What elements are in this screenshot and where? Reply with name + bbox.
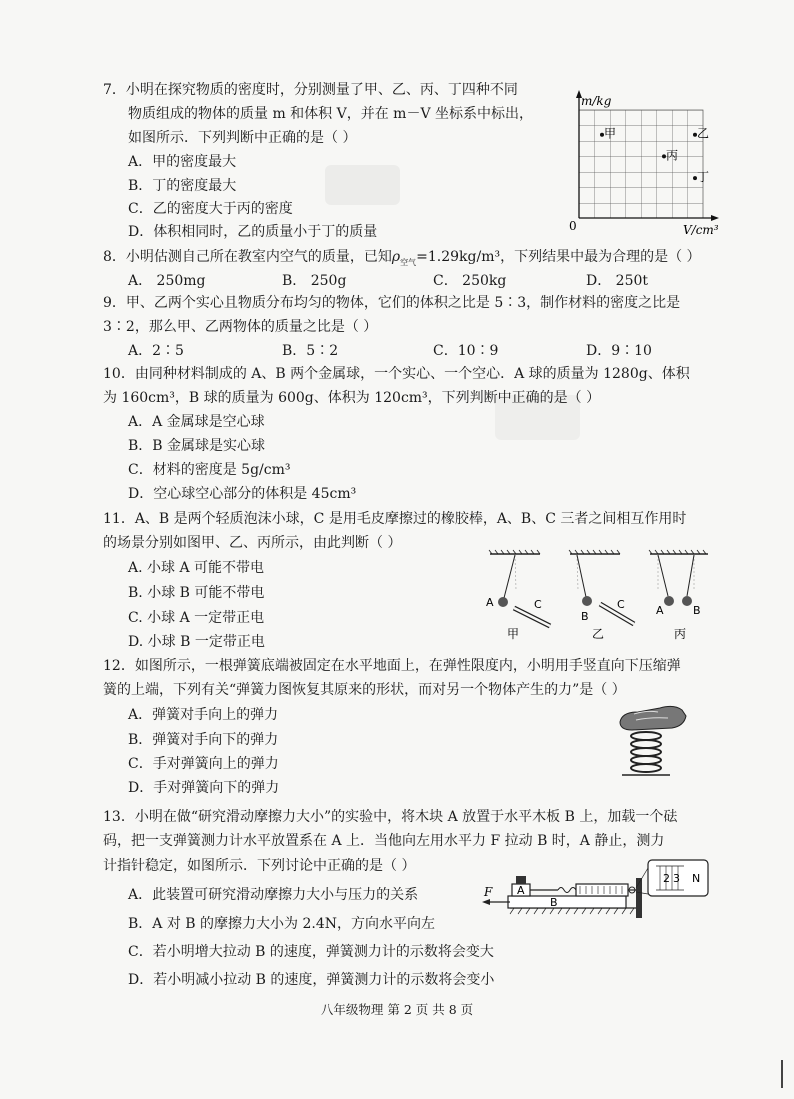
option-d: D. 小球 B 一定带正电: [128, 634, 265, 650]
label-a: A: [656, 604, 664, 617]
spring: [631, 732, 661, 772]
option-d: D． 250t: [586, 273, 649, 289]
panel-label-yi: 乙: [592, 627, 605, 641]
stem-part-1: 8．小明估测自己所在教室内空气的质量，已知: [103, 249, 392, 265]
scale-unit: N: [692, 872, 701, 885]
question-stem: 10．由同种材料制成的 A、B 两个金属球，一个实心、一个空心．A 球的质量为 1280g、体积: [103, 366, 690, 382]
force-label: F: [484, 885, 493, 899]
panel-label-jia: 甲: [507, 627, 520, 641]
scan-edge-mark: [781, 1060, 783, 1088]
question-stem: 簧的上端，下列有关“弹簧力图恢复其原来的形状，而对另一个物体产生的力”是（ ）: [103, 682, 626, 698]
board-b: [508, 896, 626, 908]
option-b: B．丁的密度最大: [128, 178, 237, 194]
label-c: C: [534, 598, 542, 611]
y-axis-label: m/kg: [581, 94, 612, 108]
x-axis-label: V/cm³: [683, 223, 719, 237]
board-b-label: B: [550, 896, 558, 909]
option-c: C．手对弹簧向上的弹力: [128, 756, 279, 772]
option-d: D．空心球空心部分的体积是 45cm³: [128, 486, 357, 502]
option-a: A．此装置可研究滑动摩擦力大小与压力的关系: [128, 887, 419, 903]
question-stem: 7．小明在探究物质的密度时，分别测量了甲、乙、丙、丁四种不同: [103, 82, 518, 98]
option-a: A． 250mg: [128, 273, 206, 289]
option-c: C．若小明增大拉动 B 的速度，弹簧测力计的示数将会变大: [128, 944, 494, 960]
data-point-label: 甲: [604, 126, 617, 141]
option-d: D．9∶10: [586, 343, 652, 359]
option-b: B．B 金属球是实心球: [128, 438, 266, 454]
option-a: A．2∶5: [128, 343, 184, 359]
question-stem: 11．A、B 是两个轻质泡沫小球，C 是用毛皮摩擦过的橡胶棒，A、B、C 三者之间相互作用时: [103, 511, 687, 527]
question-stem: 如图所示．下列判断中正确的是（ ）: [128, 130, 357, 146]
option-a: A．弹簧对手向上的弹力: [128, 707, 279, 723]
option-c: C．10∶9: [433, 343, 499, 359]
label-b: B: [581, 610, 589, 623]
question-stem: 9．甲、乙两个实心且物质分布均匀的物体，它们的体积之比是 5∶3，制作材料的密度之比是: [103, 295, 681, 311]
option-b: B．弹簧对手向下的弹力: [128, 732, 279, 748]
question-stem: 的场景分别如图甲、乙、丙所示，由此判断（ ）: [103, 535, 402, 551]
option-c: C．乙的密度大于丙的密度: [128, 201, 293, 217]
data-point-label: 丙: [666, 148, 679, 163]
option-b: B．5∶2: [282, 343, 339, 359]
question-stem: 码，把一支弹簧测力计水平放置系在 A 上．当他向左用水平力 F 拉动 B 时，A 静止，测力: [103, 833, 665, 849]
thread: [504, 555, 515, 598]
scan-smudge: [325, 165, 400, 205]
option-b: B．A 对 B 的摩擦力大小为 2.4N，方向水平向左: [128, 916, 436, 932]
question-stem: 3∶2，那么甲、乙两物体的质量之比是（ ）: [103, 319, 378, 335]
label-c: C: [617, 598, 625, 611]
ball-a: [664, 596, 674, 606]
origin-label: 0: [569, 219, 577, 233]
weight: [516, 876, 526, 884]
option-d: D．体积相同时，乙的质量小于丁的质量: [128, 224, 378, 240]
spring-hand-figure: [612, 700, 692, 780]
rho-symbol: ρ: [391, 249, 401, 265]
option-a: A. 小球 A 可能不带电: [128, 560, 265, 576]
option-b: B． 250g: [282, 273, 347, 289]
option-d: D．手对弹簧向下的弹力: [128, 780, 280, 796]
option-b: B. 小球 B 可能不带电: [128, 585, 265, 601]
ball-b: [682, 596, 692, 606]
block-a-label: A: [517, 884, 525, 897]
thread: [658, 555, 668, 596]
question-stem: [103, 247, 701, 273]
question-stem: 为 160cm³，B 球的质量为 600g、体积为 120cm³，下列判断中正确的是（ ）: [103, 390, 601, 406]
question-stem: 13．小明在做“研究滑动摩擦力大小”的实验中，将木块 A 放置于水平木板 B 上，加载一个砝: [103, 809, 678, 825]
option-c: C．材料的密度是 5g/cm³: [128, 462, 291, 478]
scale-mark-2: 2: [663, 872, 670, 885]
ball-b: [582, 596, 592, 606]
friction-apparatus-figure: [480, 858, 720, 928]
panel-label-bing: 丙: [674, 627, 687, 641]
question-stem: 12．如图所示，一根弹簧底端被固定在水平地面上，在弹性限度内，小明用手竖直向下压缩弹: [103, 658, 681, 674]
question-stem: 物质组成的物体的质量 m 和体积 V，并在 m－V 坐标系中标出，: [128, 106, 534, 122]
question-stem: 计指针稳定，如图所示．下列讨论中正确的是（ ）: [103, 858, 416, 874]
page-footer: 八年级物理 第 2 页 共 8 页: [320, 1002, 474, 1017]
thread: [687, 555, 694, 596]
data-point-label: 乙: [697, 126, 710, 141]
stem-part-2: =1.29kg/m³，下列结果中最为合理的是（ ）: [416, 249, 701, 265]
thread: [577, 555, 586, 597]
charge-interaction-figure: [482, 548, 712, 643]
option-a: A．A 金属球是空心球: [128, 414, 265, 430]
mv-graph: [565, 90, 725, 240]
option-d: D．若小明减小拉动 B 的速度，弹簧测力计的示数将会变小: [128, 972, 495, 988]
option-a: A．甲的密度最大: [128, 154, 237, 170]
option-c: C． 250kg: [433, 273, 507, 289]
option-c: C. 小球 A 一定带正电: [128, 610, 265, 626]
label-b: B: [693, 604, 701, 617]
wall: [636, 878, 642, 918]
data-point-label: 丁: [697, 170, 710, 185]
spring-scale: [576, 884, 628, 896]
label-a: A: [486, 596, 494, 609]
scale-mark-3: 3: [673, 872, 680, 885]
rho-subscript: 空气: [400, 257, 417, 267]
ball-a: [498, 597, 508, 607]
